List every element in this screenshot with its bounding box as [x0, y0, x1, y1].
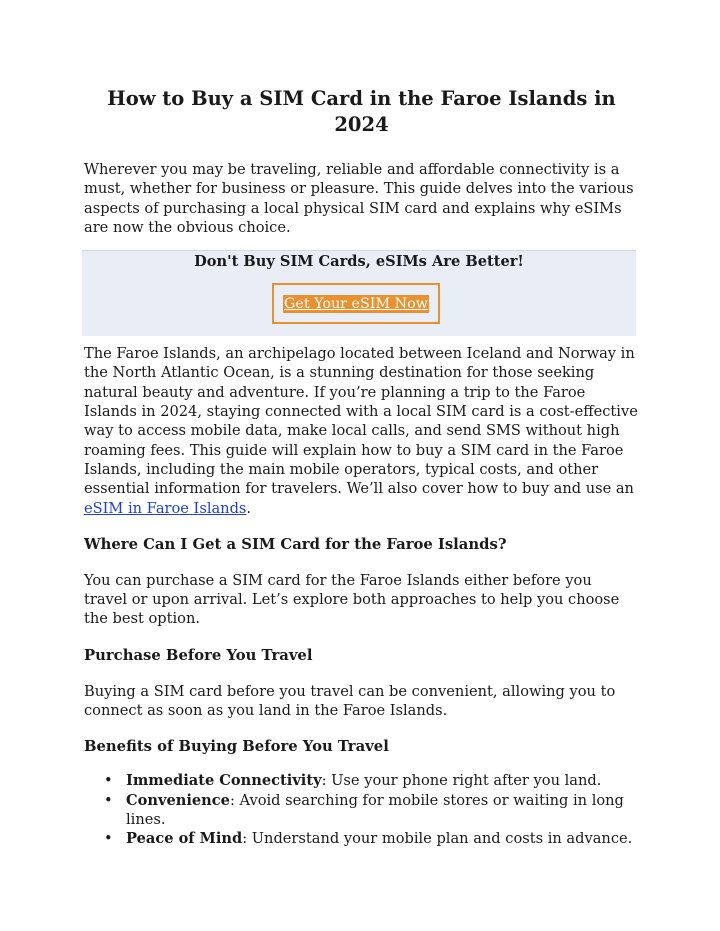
- esim-faroe-link[interactable]: eSIM in Faroe Islands: [84, 499, 247, 517]
- benefit-desc: : Avoid searching for mobile stores or waiting in long lines.: [126, 791, 624, 828]
- before-travel-paragraph: Buying a SIM card before you travel can be convenient, allowing you to connect as soon as you land in the Faroe Islands.: [84, 682, 616, 720]
- get-esim-button[interactable]: [272, 283, 440, 324]
- benefit-term: Peace of Mind: [126, 830, 243, 848]
- list-item: [104, 771, 639, 790]
- benefit-term: Immediate Connectivity: [126, 772, 322, 790]
- benefit-desc: : Use your phone right after you land.: [321, 772, 602, 790]
- article: [84, 86, 639, 849]
- list-item: [104, 791, 639, 830]
- bullet-icon: •: [104, 772, 113, 790]
- benefit-desc: : Understand your mobile plan and costs in advance.: [242, 830, 633, 848]
- bullet-icon: •: [104, 830, 113, 848]
- bullet-icon: •: [104, 791, 113, 809]
- page-title: How to Buy a SIM Card in the Faroe Islands in 2024: [107, 87, 616, 136]
- cta-heading: Don't Buy SIM Cards, eSIMs Are Better!: [194, 253, 524, 271]
- overview-period: .: [246, 499, 252, 517]
- benefits-list: [84, 771, 639, 848]
- overview-text: The Faroe Islands, an archipelago located between Iceland and Norway in the North Atlantic Ocean, is a stunning destination for those seeking natural beauty and adventure. If you’re planning a trip to the Faroe Islands in 2024, staying connected with a local SIM card is a cost-effective way to access mobile data, make local calls, and send SMS without high roaming fees. This guide will explain how to buy a SIM card in the Faroe Islands, including the main mobile operators, typical costs, and other essential information for travelers. We’ll also cover how to buy and use an: [84, 345, 638, 498]
- faroe-overview-paragraph: [84, 344, 639, 518]
- section-heading-benefits: Benefits of Buying Before You Travel: [84, 738, 389, 756]
- section-heading-before-travel: Purchase Before You Travel: [84, 646, 313, 664]
- benefit-term: Convenience: [126, 791, 230, 809]
- section-heading-where-to-buy: Where Can I Get a SIM Card for the Faroe Islands?: [84, 535, 507, 553]
- get-esim-link[interactable]: Get Your eSIM Now: [283, 295, 428, 312]
- esim-cta-box: [82, 250, 636, 336]
- list-item: [104, 829, 639, 848]
- where-to-buy-paragraph: You can purchase a SIM card for the Faroe Islands either before you travel or upon arrival. Let’s explore both approaches to help you choose the best option.: [84, 571, 620, 628]
- intro-paragraph: Wherever you may be traveling, reliable and affordable connectivity is a must, whether for business or pleasure. This guide delves into the various aspects of purchasing a local physical SIM card and explains why eSIMs are now the obvious choice.: [84, 161, 634, 236]
